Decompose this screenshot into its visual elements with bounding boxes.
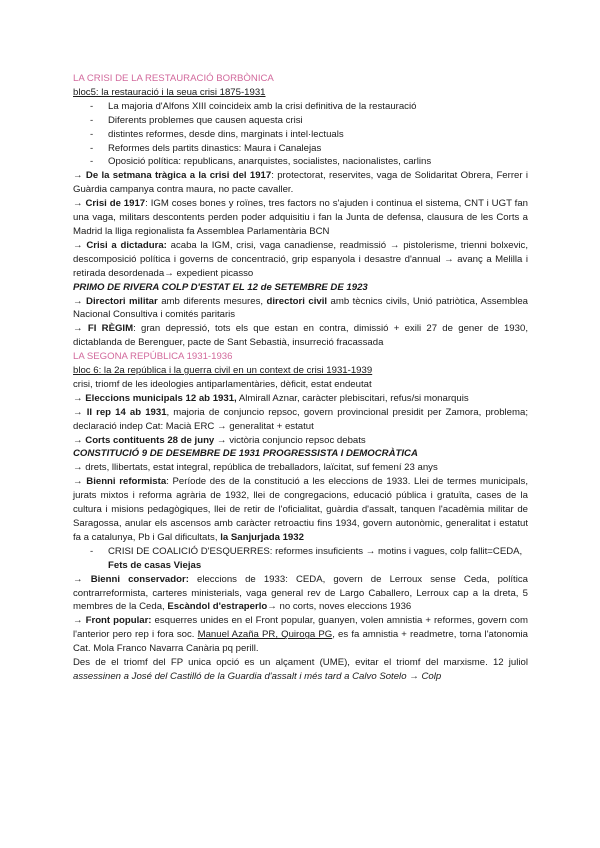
paragraph-heading: → Front popular:	[73, 615, 152, 627]
list-item: - La majoria d'Alfons XIII coincideix amb la crisi definitiva de la restauració	[73, 100, 528, 114]
paragraph-italic: assessinen a José del Castilló de la Guardia d'assalt i més tard a Calvo Sotelo → Colp	[73, 670, 442, 682]
paragraph-directori	[73, 295, 528, 323]
paragraph-text: eleccions de 1933: CEDA, govern de Lerroux sense Ceda, política contrarreformista, carteres ministerials, vaga general rev de Largo Caballero, Lerroux cap a la dreta, 5 membres de la Ceda,	[73, 573, 528, 613]
bloc5-title: bloc5: la restauració i la seua crisi 1875-1931	[73, 86, 266, 98]
paragraph-text: : gran depressió, tots els que estan en contra, dimissió + exili 27 de gener de 1930, dictablanda de Berenguer, pacte de Sant Sebastià, insurreció fracassada	[73, 323, 528, 349]
paragraph-drets: → drets, llibertats, estat integral, república de treballadors, laïcitat, suf femení 23 anys	[73, 462, 438, 474]
paragraph-corts-constituents	[73, 434, 528, 448]
paragraph-heading: → Bienni reformista	[73, 476, 167, 488]
paragraph-text: amb diferents mesures,	[157, 295, 267, 307]
paragraph-heading: → FI RÈGIM	[73, 323, 134, 335]
paragraph-bienni-reformista	[73, 475, 528, 545]
paragraph-bienni-conservador	[73, 573, 528, 615]
paragraph-text: esquerres unides en el Front popular, guanyen, volen amnistia + reformes, govern com l'anterior pero rep i fora soc.	[73, 615, 528, 641]
coalicio-list	[73, 545, 528, 573]
paragraph-heading: → Crisi a dictadura:	[73, 239, 167, 251]
paragraph-eleccions-municipals	[73, 392, 528, 406]
list-item	[73, 545, 528, 573]
bloc6-title: bloc 6: la 2a república i la guerra civil en un context de crisi 1931-1939	[73, 365, 373, 377]
paragraph-heading: → De la setmana tràgica a la crisi del 1917	[73, 170, 272, 182]
paragraph-text: : Període des de la constitució a les eleccions de 1933. Llei de termes municipals, jurats mixtos i reforma agrària de 1932, llei de congregacions, educació pública i gratuïta, cases de la cultura i misions pedagògiques, llei de retir de l'oficialitat, guàrdia d'assalt, tanquen l'acadèmia militar de Saragossa, anular els ascensos amb caràcter retroactiu fins 1934, govern autonòmic, generalitat i estatut fa a catalunya, Pb i Gal dificultats,	[73, 476, 528, 543]
paragraph-fi-regim	[73, 322, 528, 350]
document-page	[73, 72, 528, 684]
paragraph-text: Almirall Aznar, caràcter plebiscitari, refus/si monarquis	[236, 392, 469, 404]
paragraph-heading: → Bienni conservador:	[73, 573, 189, 585]
paragraph-heading: → II rep 14 ab 1931	[73, 406, 167, 418]
list-item-text: CRISI DE COALICIÓ D'ESQUERRES: reformes insuficients → motins i vagues, colp fallit=CEDA,	[108, 545, 523, 557]
paragraph-heading: → Eleccions municipals 12 ab 1931,	[73, 392, 237, 404]
list-item: - Reformes dels partits dinastics: Maura i Canalejas	[73, 142, 528, 156]
paragraph-text: , es fa amnistia + readmetre, torna l'atonomia Cat. Mola Franco Navarra Canària pq perill.	[73, 629, 528, 655]
heading-primo-de-rivera: PRIMO DE RIVERA COLP D'ESTAT EL 12 de SETEMBRE DE 1923	[73, 281, 368, 293]
paragraph-crisi-1917	[73, 197, 528, 239]
paragraph-text: : protectorat, reservites, vaga de Solidaritat Obrera, Ferrer i Guàrdia campanya contra maura, no pacte cavaller.	[73, 170, 528, 196]
paragraph-text: , majoria de conjuncio repsoc, govern provincional presidit per Zamora, problema; declaració indep Cat: Macià ERC → generalitat + estatut	[73, 406, 528, 432]
list-item: - distintes reformes, desde dins, marginats i intel·lectuals	[73, 128, 528, 142]
paragraph-text: → no corts, noves eleccions 1936	[267, 601, 412, 613]
paragraph-underline: Manuel Azaña PR, Quiroga PG	[197, 629, 333, 641]
paragraph-emphasis: Escàndol d'estraperlo	[167, 601, 268, 613]
paragraph-text: : IGM coses bones y roïnes, tres factors no s'ajuden i continua el sistema, CNT i UGT fan una vaga, militars descontents perden poder adquisitiu i fan la Junta de defensa, clausura de les Corts a Madrid la lliga regionalista fa Assemblea Parlamentària BCN	[73, 198, 528, 237]
paragraph-setmana-tragica	[73, 169, 528, 197]
list-item: - Diferents problemes que causen aquesta crisi	[73, 114, 528, 128]
section-title-segona-republica: LA SEGONA REPÚBLICA 1931-1936	[73, 351, 233, 363]
bloc5-list	[73, 100, 528, 170]
paragraph-text: acaba la IGM, crisi, vaga canadiense, readmissió → pistolerisme, trienni bolxevic, descomposició política i governs de concentració, grip espanyola i desastre d'annual → avanç a Melilla i retirada desordenada→ expedient picasso	[73, 239, 528, 279]
paragraph-text: → victòria conjuncio repsoc debats	[214, 434, 366, 446]
paragraph-emphasis: la Sanjurjada 1932	[220, 531, 304, 543]
paragraph-emphasis: directori civil	[266, 295, 328, 307]
list-item-emphasis: Fets de casas Viejas	[108, 559, 202, 571]
paragraph-heading: → Corts contituents 28 de juny	[73, 434, 215, 446]
heading-constitucio-1931: CONSTITUCIÓ 9 DE DESEMBRE DE 1931 PROGRESSISTA I DEMOCRÀTICA	[73, 448, 418, 460]
paragraph-front-popular	[73, 614, 528, 656]
paragraph-context: crisi, triomf de les ideologies antiparlamentàries, dèficit, estat endeutat	[73, 378, 372, 390]
paragraph-alcament	[73, 656, 528, 684]
section-title-crisi-restauracio: LA CRISI DE LA RESTAURACIÓ BORBÒNICA	[73, 73, 274, 84]
paragraph-text: Des de el triomf del FP unica opció es un alçament (UME), evitar el triomf del marxisme. 12 juliol	[73, 657, 528, 669]
paragraph-crisi-dictadura	[73, 239, 528, 281]
paragraph-ii-rep	[73, 406, 528, 434]
paragraph-heading: → Directori militar	[73, 295, 158, 307]
paragraph-heading: → Crisi de 1917	[73, 198, 146, 210]
list-item: - Oposició política: republicans, anarquistes, socialistes, nacionalistes, carlins	[73, 155, 528, 169]
paragraph-text: amb tècnics civils, Unió patriòtica, Assemblea Nacional Consultiva i comités paritaris	[73, 295, 529, 321]
